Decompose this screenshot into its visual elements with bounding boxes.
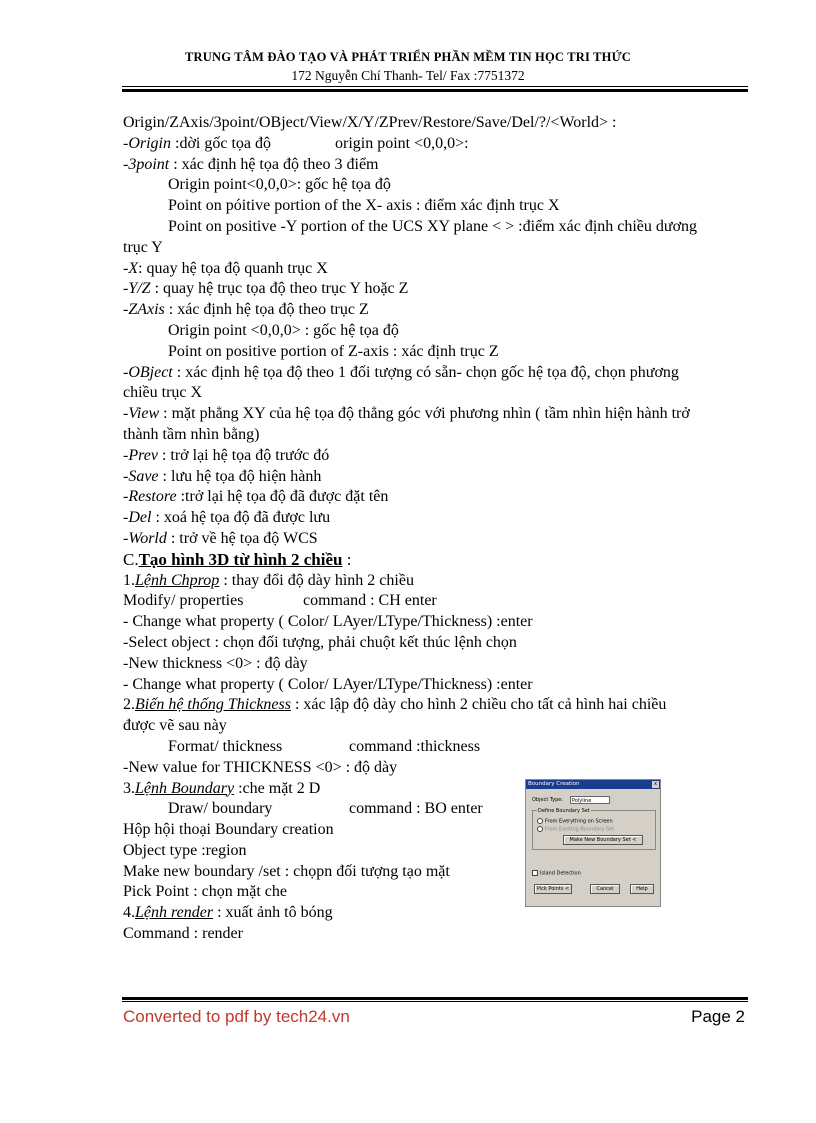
- radio-icon: [537, 818, 543, 824]
- text-line: -Origin :dời gốc tọa độ origin point <0,0,0>:: [123, 134, 469, 152]
- footer-divider: [122, 997, 748, 1002]
- option-name: -ZAxis: [123, 301, 165, 319]
- text-line: trục Y: [123, 238, 163, 256]
- text-line: Format/ thickness command :thickness: [168, 737, 481, 755]
- island-detection-checkbox: Island Detection: [532, 870, 581, 877]
- text-line: Origin/ZAxis/3point/OBject/View/X/Y/ZPrev/Restore/Save/Del/?/<World> :: [123, 114, 617, 131]
- text-line: Object type :region: [123, 841, 247, 859]
- text-line: -X: quay hệ tọa độ quanh trục X: [123, 259, 328, 277]
- header-address: 172 Nguyễn Chí Thanh- Tel/ Fax :7751372: [291, 68, 525, 83]
- option-name: -3point: [123, 155, 170, 173]
- command-heading: 1.Lệnh Chprop : thay đổi độ dày hình 2 chiều: [123, 571, 414, 589]
- object-type-select: Polyline: [570, 796, 610, 804]
- radio-icon: [537, 826, 543, 832]
- text-line: -Del : xoá hệ tọa độ đã được lưu: [123, 509, 331, 527]
- command-name: Lệnh render: [135, 904, 214, 922]
- text-line: -3point : xác định hệ tọa độ theo 3 điểm: [123, 155, 379, 173]
- option-name: -OBject: [123, 363, 173, 381]
- text-line: thành tầm nhìn bằng): [123, 425, 260, 443]
- radio-existing: From Existing Boundary Set: [537, 826, 614, 833]
- header-organization: TRUNG TÂM ĐÀO TẠO VÀ PHÁT TRIỂN PHẦN MỀM TIN HỌC TRI THỨC: [185, 50, 631, 64]
- text-line: -ZAxis : xác định hệ tọa độ theo trục Z: [123, 301, 369, 319]
- text-line: -New thickness <0> : độ dày: [123, 654, 308, 672]
- command-name: Lệnh Boundary: [135, 779, 235, 797]
- header-divider: [122, 86, 748, 92]
- text-line: Command : render: [123, 925, 243, 943]
- command-heading: 2.Biến hệ thống Thickness : xác lập độ dày cho hình 2 chiều cho tất cả hình hai chiều: [123, 696, 667, 714]
- option-name: -View: [123, 405, 160, 423]
- text-line: Point on positive portion of Z-axis : xác định trục Z: [168, 342, 499, 360]
- make-new-boundary-button: Make New Boundary Set <: [563, 835, 643, 845]
- text-line: -Restore :trở lại hệ tọa độ đã được đặt tên: [123, 488, 389, 506]
- page-number: Page 2: [691, 1007, 745, 1026]
- text-line: Modify/ properties command : CH enter: [123, 592, 437, 610]
- text-line: -View : mặt phẳng XY của hệ tọa độ thẳng góc với phương nhìn ( tầm nhìn hiện hành trở: [123, 405, 690, 423]
- text-line: Point on positive -Y portion of the UCS XY plane < > :điểm xác định chiều dương: [168, 217, 698, 235]
- text-line: - Change what property ( Color/ LAyer/LType/Thickness) :enter: [123, 613, 533, 631]
- text-line: được vẽ sau này: [123, 717, 227, 735]
- dialog-title: Boundary Creation: [528, 781, 580, 787]
- command-name: Lệnh Chprop: [135, 571, 220, 589]
- option-name: -Del: [123, 509, 152, 527]
- text-line: - Change what property ( Color/ LAyer/LType/Thickness) :enter: [123, 675, 533, 693]
- option-name: -Prev: [123, 446, 158, 464]
- command-heading: 3.Lệnh Boundary :che mặt 2 D: [123, 779, 321, 797]
- boundary-creation-dialog-image: [525, 779, 661, 907]
- text-line: Origin point <0,0,0> : gốc hệ tọa độ: [168, 321, 399, 339]
- option-name: -Origin: [123, 134, 171, 152]
- footer-credit: Converted to pdf by tech24.vn: [123, 1007, 350, 1026]
- section-heading: C.Tạo hình 3D từ hình 2 chiều :: [123, 549, 352, 569]
- text-line: -Save : lưu hệ tọa độ hiện hành: [123, 467, 322, 485]
- dialog-title-bar: [526, 780, 660, 789]
- group-label: Define Boundary Set: [538, 808, 590, 814]
- page-header: [0, 50, 816, 84]
- boundary-set-group: [532, 810, 656, 850]
- text-line: Make new boundary /set : chọpn đối tượng tạo mặt: [123, 862, 450, 880]
- option-name: -Y/Z: [123, 280, 151, 298]
- command-heading: 4.Lệnh render : xuất ảnh tô bóng: [123, 904, 333, 922]
- command-name: Biến hệ thống Thickness: [135, 696, 291, 714]
- pick-points-button: Pick Points <: [534, 884, 572, 894]
- text-line: chiều trục X: [123, 384, 203, 402]
- text-line: -Prev : trở lại hệ tọa độ trước đó: [123, 446, 330, 464]
- cancel-button: Cancel: [590, 884, 620, 894]
- text-line: Point on póitive portion of the X- axis : điểm xác định trục X: [168, 197, 560, 215]
- help-button: Help: [630, 884, 654, 894]
- radio-everything: From Everything on Screen: [537, 818, 613, 825]
- text-line: -Select object : chọn đối tượng, phải chuột kết thúc lệnh chọn: [123, 633, 517, 651]
- text-line: Pick Point : chọn mặt che: [123, 883, 287, 901]
- text-line: -OBject : xác định hệ tọa độ theo 1 đối tượng có sẵn- chọn gốc hệ tọa độ, chọn phương: [123, 363, 679, 381]
- text-line: Draw/ boundary command : BO enter: [168, 800, 483, 818]
- text-line: -New value for THICKNESS <0> : độ dày: [123, 758, 398, 776]
- text-line: Origin point<0,0,0>: gốc hệ tọa độ: [168, 176, 391, 194]
- close-icon: x: [652, 781, 659, 788]
- option-name: -Restore: [123, 488, 177, 506]
- option-name: -World: [123, 529, 167, 547]
- text-line: Hộp hội thoại Boundary creation: [123, 821, 334, 839]
- option-name: -Save: [123, 467, 159, 485]
- text-line: -World : trở về hệ tọa độ WCS: [123, 529, 318, 547]
- section-title: Tạo hình 3D từ hình 2 chiều: [138, 549, 343, 569]
- checkbox-icon: [532, 870, 538, 876]
- text-line: -Y/Z : quay hệ trục tọa độ theo trục Y hoặc Z: [123, 280, 409, 298]
- option-name: -X: [123, 259, 139, 277]
- object-type-label: Object Type:: [532, 797, 564, 803]
